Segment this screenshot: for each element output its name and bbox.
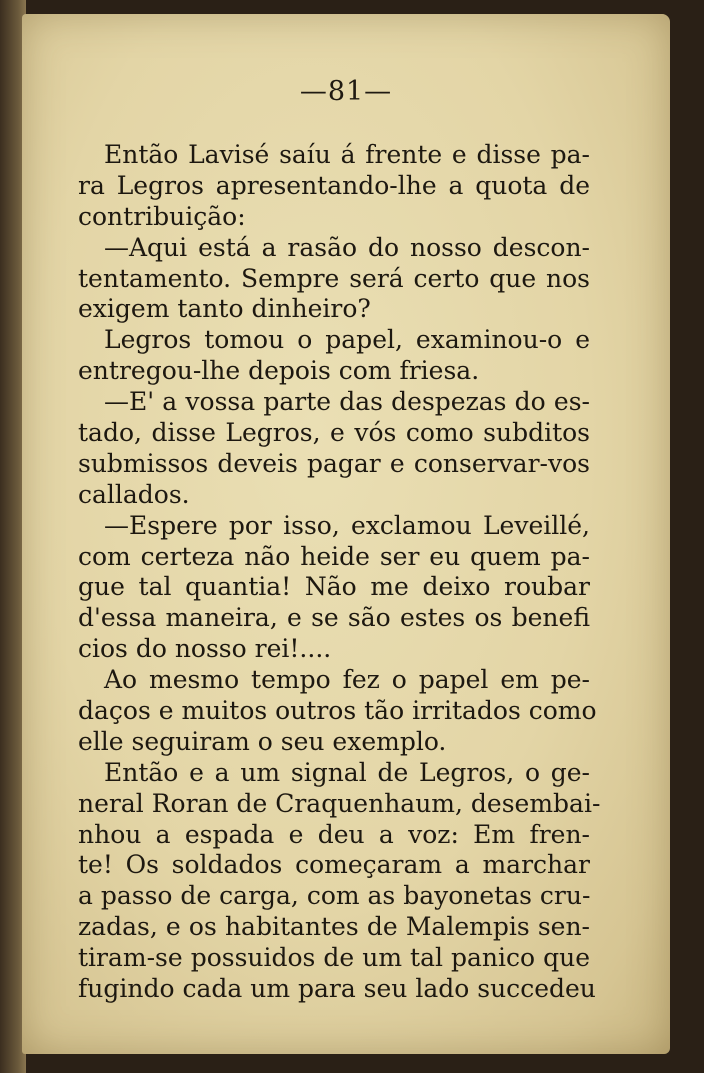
text-line: callados. bbox=[78, 479, 190, 509]
text-line: neral Roran de Craquenhaum, desembai- bbox=[78, 788, 601, 818]
text-line: Então Lavisé saíu á frente e disse pa- bbox=[104, 140, 590, 169]
text-line: entregou-lhe depois com friesa. bbox=[78, 356, 480, 386]
body-text bbox=[78, 140, 601, 1005]
text-line: —Espere por isso, exclamou Leveillé, bbox=[104, 510, 590, 540]
text-line: te! Os soldados começaram a marchar bbox=[78, 850, 590, 880]
text-line: cios do nosso rei!.... bbox=[78, 634, 332, 664]
text-line: Ao mesmo tempo fez o papel em pe- bbox=[104, 665, 590, 695]
page-number: —81— bbox=[299, 76, 393, 107]
text-line: fugindo cada um para seu lado succedeu bbox=[78, 974, 596, 1004]
text-line: submissos deveis pagar e conservar-vos bbox=[78, 448, 590, 478]
text-line: —Aqui está a rasão do nosso descon- bbox=[104, 232, 590, 262]
text-line: contribuição: bbox=[78, 201, 246, 231]
text-line: Legros tomou o papel, examinou-o e bbox=[104, 325, 590, 355]
text-line: Então e a um signal de Legros, o ge- bbox=[104, 757, 590, 787]
text-line: com certeza não heide ser eu quem pa- bbox=[78, 541, 590, 571]
text-line: exigem tanto dinheiro? bbox=[78, 294, 371, 324]
text-line: zadas, e os habitantes de Malempis sen- bbox=[78, 912, 590, 942]
text-line: nhou a espada e deu a voz: Em fren- bbox=[78, 819, 590, 849]
text-line: daços e muitos outros tão irritados como bbox=[78, 696, 597, 726]
text-line: tentamento. Sempre será certo que nos bbox=[78, 263, 590, 293]
page-paper bbox=[22, 14, 670, 1054]
text-line: —E' a vossa parte das despezas do es- bbox=[104, 387, 590, 417]
text-line: ra Legros apresentando-lhe a quota de bbox=[78, 170, 590, 200]
text-line: tiram-se possuidos de um tal panico que bbox=[78, 943, 590, 973]
text-line: gue tal quantia! Não me deixo roubar bbox=[78, 572, 590, 602]
text-line: d'essa maneira, e se são estes os benefi bbox=[78, 603, 590, 633]
text-line: elle seguiram o seu exemplo. bbox=[78, 726, 447, 756]
text-line: tado, disse Legros, e vós como subditos bbox=[78, 418, 590, 448]
text-line: a passo de carga, com as bayonetas cru- bbox=[78, 881, 591, 911]
